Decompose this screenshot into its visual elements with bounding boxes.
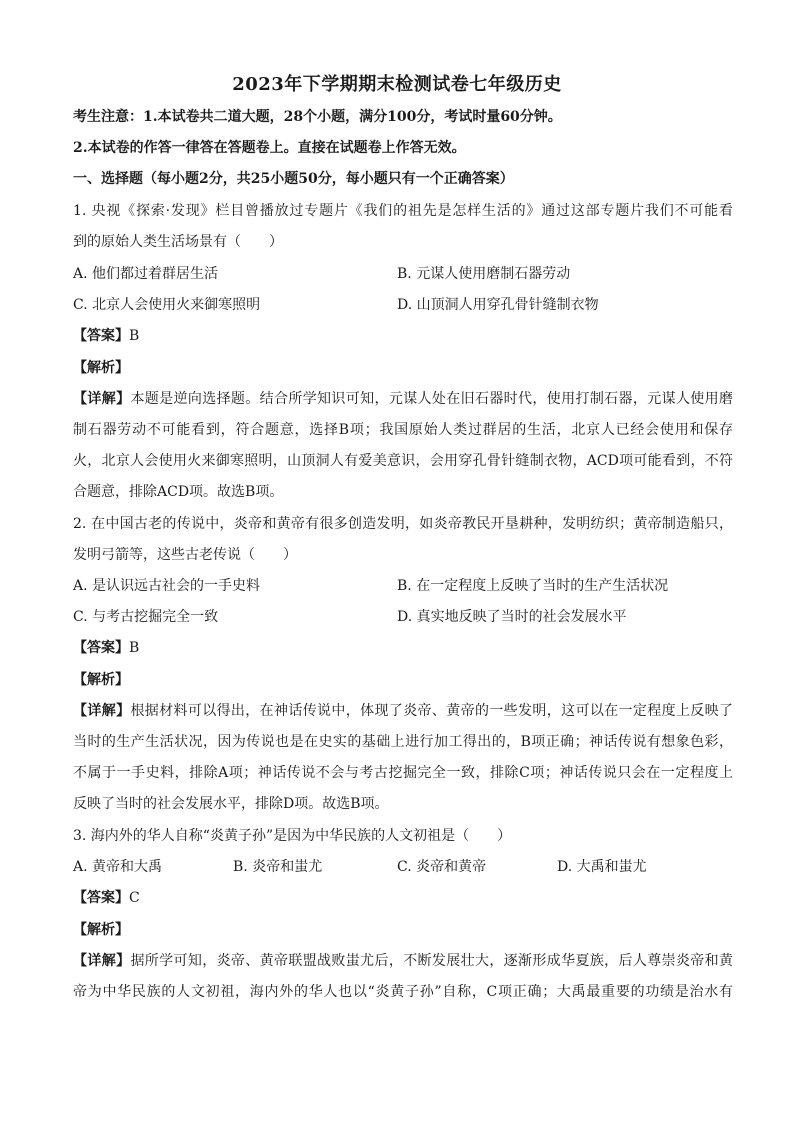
q2-option-d: D. 真实地反映了当时的社会发展水平 xyxy=(397,609,627,625)
q3-option-c: C. 炎帝和黄帝 xyxy=(397,859,487,875)
q1-option-c: C. 北京人会使用火来御寒照明 xyxy=(73,297,261,313)
q2-option-b: B. 在一定程度上反映了当时的生产生活状况 xyxy=(397,578,669,594)
detail-tag: 【详解】 xyxy=(73,703,131,719)
q3-option-d: D. 大禹和蚩尤 xyxy=(557,859,647,875)
answer-value: B xyxy=(129,640,140,656)
q3-answer xyxy=(73,888,733,908)
q1-detail-line-4: 合题意，排除ACD项。故选B项。 xyxy=(73,484,284,500)
q1-option-d: D. 山顶洞人用穿孔骨针缝制衣物 xyxy=(397,297,599,313)
q1-detail-line-1: 【详解】本题是逆向选择题。结合所学知识可知，元谋人处在旧石器时代，使用打制石器，元谋人使用磨 xyxy=(73,391,734,407)
answer-tag: 【答案】 xyxy=(73,328,129,344)
q1-answer xyxy=(73,326,733,346)
notice-line-1: 考生注意：1.本试卷共二道大题，28个小题，满分100分，考试时量60分钟。 xyxy=(73,109,562,125)
q3-analysis-tag: 【解析】 xyxy=(73,922,129,938)
q3-detail-line-2: 帝为中华民族的人文初祖，海内外的华人也以“炎黄子孙”自称，C项正确；大禹最重要的功绩是治水有 xyxy=(73,984,733,1000)
q1-detail-line-3: 火，北京人会使用火来御寒照明，山顶洞人有爱美意识，会用穿孔骨针缝制衣物，ACD项可能看到，不符 xyxy=(73,453,733,469)
q2-detail-line-3: 不属于一手史料，排除A项；神话传说不会与考古挖掘完全一致，排除C项；神话传说只会在一定程度上 xyxy=(73,765,733,781)
q2-option-c: C. 与考古挖掘完全一致 xyxy=(73,609,219,625)
q2-answer xyxy=(73,638,733,658)
q2-option-a: A. 是认识远古社会的一手史料 xyxy=(73,578,261,594)
q1-option-b: B. 元谋人使用磨制石器劳动 xyxy=(397,266,571,282)
answer-tag: 【答案】 xyxy=(73,640,129,656)
q2-stem-line-1: 2. 在中国古老的传说中，炎帝和黄帝有很多创造发明，如炎帝教民开垦耕种，发明纺织；黄帝制造船只， xyxy=(73,516,733,532)
q1-stem-line-2: 到的原始人类生活场景有（ ） xyxy=(73,234,283,250)
q2-detail-line-1: 【详解】根据材料可以得出，在神话传说中，体现了炎帝、黄帝的一些发明，这可以在一定程度上反映了 xyxy=(73,703,734,719)
q3-detail-line-1: 【详解】据所学可知，炎帝、黄帝联盟战败蚩尤后，不断发展壮大，逐渐形成华夏族，后人尊崇炎帝和黄 xyxy=(73,953,734,969)
q1-detail-line-2: 制石器劳动不可能看到，符合题意，选择B项；我国原始人类过群居的生活，北京人已经会使用和保存 xyxy=(73,422,733,438)
q2-analysis-tag: 【解析】 xyxy=(73,672,129,688)
answer-value: C xyxy=(129,890,140,906)
q3-option-b: B. 炎帝和蚩尤 xyxy=(233,859,323,875)
notice-line-2: 2.本试卷的作答一律答在答题卷上。直接在试题卷上作答无效。 xyxy=(73,140,466,156)
q1-analysis-tag: 【解析】 xyxy=(73,360,129,376)
q1-stem-line-1: 1. 央视《探索·发现》栏目曾播放过专题片《我们的祖先是怎样生活的》通过这部专题片我们不可能看 xyxy=(73,203,733,219)
page-title: 2023年下学期期末检测试卷七年级历史 xyxy=(232,74,562,95)
detail-tag: 【详解】 xyxy=(73,953,131,969)
q2-stem-line-2: 发明弓箭等，这些古老传说（ ） xyxy=(73,547,297,563)
answer-tag: 【答案】 xyxy=(73,890,129,906)
q2-detail-line-4: 反映了当时的社会发展水平，排除D项。故选B项。 xyxy=(73,796,389,812)
section-heading: 一、选择题（每小题2分，共25小题50分，每小题只有一个正确答案） xyxy=(73,171,514,187)
q1-option-a: A. 他们都过着群居生活 xyxy=(73,266,219,282)
q3-stem-line-1: 3. 海内外的华人自称“炎黄子孙”是因为中华民族的人文初祖是（ ） xyxy=(73,828,512,844)
q2-detail-line-2: 当时的生产生活状况，因为传说也是在史实的基础上进行加工得出的，B项正确；神话传说有想象色彩， xyxy=(73,734,733,750)
answer-value: B xyxy=(129,328,140,344)
detail-tag: 【详解】 xyxy=(73,391,131,407)
q3-option-a: A. 黄帝和大禹 xyxy=(73,859,163,875)
